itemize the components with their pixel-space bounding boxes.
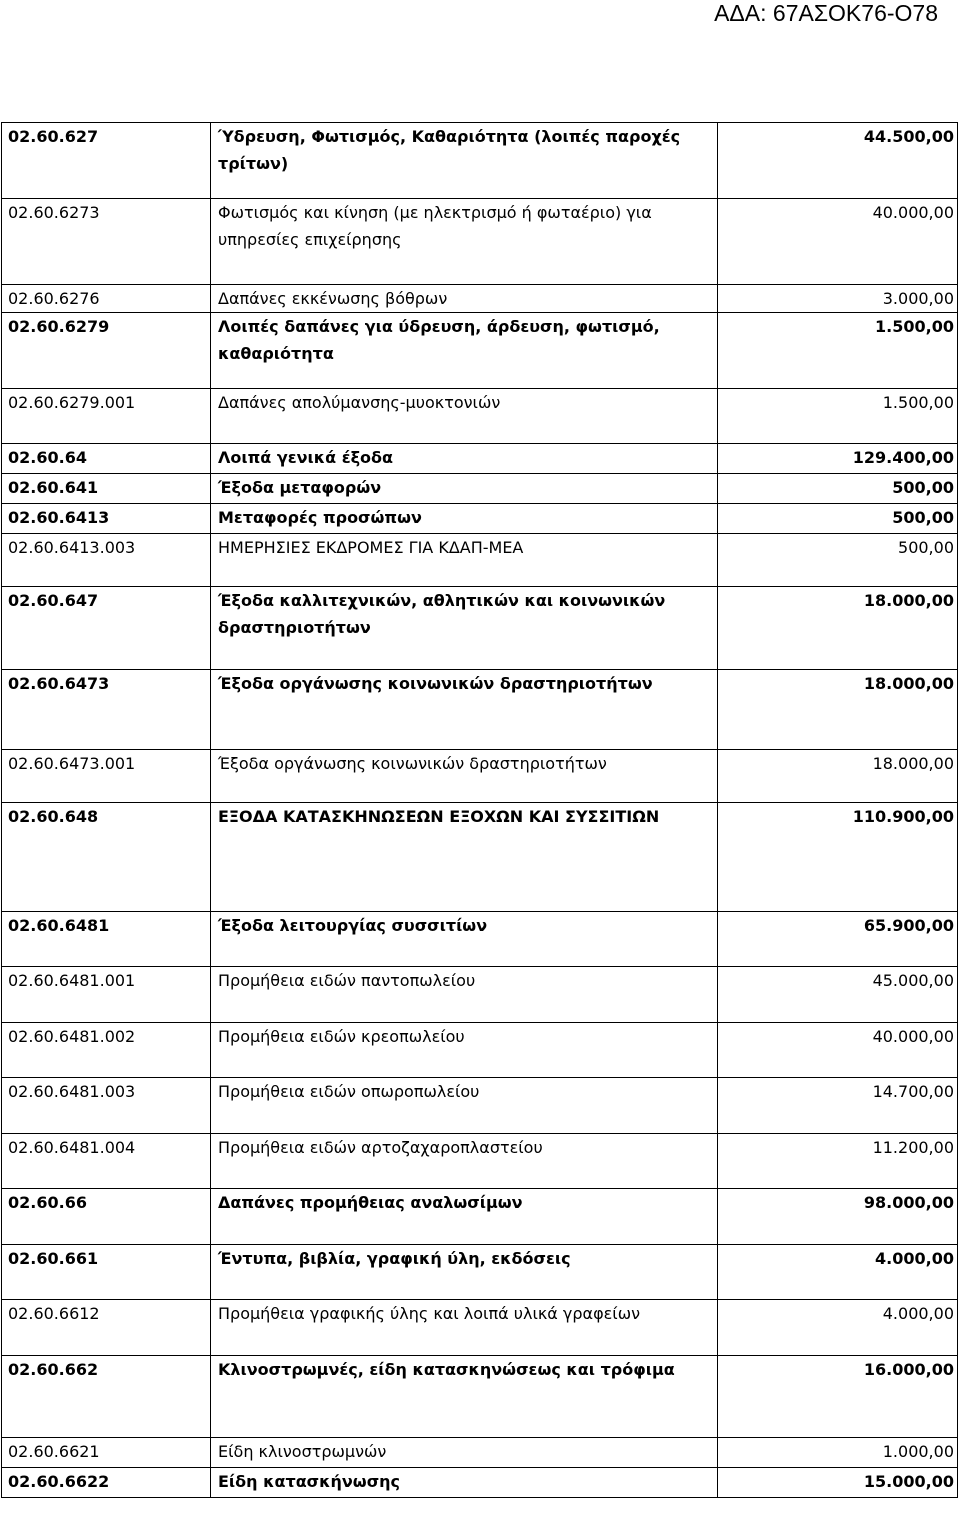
row-description: Προμήθεια ειδών παντοπωλείου xyxy=(211,967,718,1023)
row-code: 02.60.6279 xyxy=(2,313,211,389)
table-row xyxy=(2,389,958,444)
row-code: 02.60.6473.001 xyxy=(2,750,211,803)
row-code: 02.60.64 xyxy=(2,444,211,474)
row-code: 02.60.662 xyxy=(2,1356,211,1438)
row-amount: 129.400,00 xyxy=(718,444,958,474)
row-amount: 11.200,00 xyxy=(718,1134,958,1189)
table-row xyxy=(2,1245,958,1300)
row-amount: 15.000,00 xyxy=(718,1468,958,1498)
table-row xyxy=(2,912,958,967)
table-row xyxy=(2,1189,958,1245)
row-amount: 500,00 xyxy=(718,534,958,587)
row-code: 02.60.6413.003 xyxy=(2,534,211,587)
row-description: Έξοδα μεταφορών xyxy=(211,474,718,504)
row-amount: 500,00 xyxy=(718,474,958,504)
table-row xyxy=(2,474,958,504)
row-amount: 14.700,00 xyxy=(718,1078,958,1134)
row-amount: 16.000,00 xyxy=(718,1356,958,1438)
row-description: Είδη κλινοστρωμνών xyxy=(211,1438,718,1468)
row-code: 02.60.66 xyxy=(2,1189,211,1245)
table-row xyxy=(2,444,958,474)
row-description: Μεταφορές προσώπων xyxy=(211,504,718,534)
row-code: 02.60.641 xyxy=(2,474,211,504)
table-row xyxy=(2,1356,958,1438)
row-code: 02.60.6279.001 xyxy=(2,389,211,444)
row-code: 02.60.6473 xyxy=(2,670,211,750)
row-description: Κλινοστρωμνές, είδη κατασκηνώσεως και τρόφιμα xyxy=(211,1356,718,1438)
row-code: 02.60.6413 xyxy=(2,504,211,534)
row-code: 02.60.648 xyxy=(2,803,211,912)
ada-code: ΑΔΑ: 67ΑΣΟΚ76-Ο78 xyxy=(714,0,938,26)
row-code: 02.60.6612 xyxy=(2,1300,211,1356)
row-description: Προμήθεια ειδών οπωροπωλείου xyxy=(211,1078,718,1134)
row-code: 02.60.6276 xyxy=(2,285,211,313)
row-description: Προμήθεια ειδών αρτοζαχαροπλαστείου xyxy=(211,1134,718,1189)
row-amount: 65.900,00 xyxy=(718,912,958,967)
row-amount: 500,00 xyxy=(718,504,958,534)
row-description: Δαπάνες απολύμανσης-μυοκτονιών xyxy=(211,389,718,444)
row-description: Δαπάνες προμήθειας αναλωσίμων xyxy=(211,1189,718,1245)
table-row xyxy=(2,750,958,803)
row-code: 02.60.6273 xyxy=(2,199,211,285)
row-amount: 4.000,00 xyxy=(718,1245,958,1300)
row-description: Δαπάνες εκκένωσης βόθρων xyxy=(211,285,718,313)
row-description: Έντυπα, βιβλία, γραφική ύλη, εκδόσεις xyxy=(211,1245,718,1300)
row-description: ΗΜΕΡΗΣΙΕΣ ΕΚΔΡΟΜΕΣ ΓΙΑ ΚΔΑΠ-ΜΕΑ xyxy=(211,534,718,587)
row-code: 02.60.647 xyxy=(2,587,211,670)
row-amount: 110.900,00 xyxy=(718,803,958,912)
row-amount: 98.000,00 xyxy=(718,1189,958,1245)
budget-table xyxy=(1,122,958,1498)
row-amount: 1.500,00 xyxy=(718,313,958,389)
row-description: Έξοδα οργάνωσης κοινωνικών δραστηριοτήτων xyxy=(211,750,718,803)
row-description: Ύδρευση, Φωτισμός, Καθαριότητα (λοιπές παροχές τρίτων) xyxy=(211,123,718,199)
row-description: Έξοδα καλλιτεχνικών, αθλητικών και κοινωνικών δραστηριοτήτων xyxy=(211,587,718,670)
table-row xyxy=(2,670,958,750)
row-amount: 40.000,00 xyxy=(718,1023,958,1078)
table-row xyxy=(2,1023,958,1078)
row-amount: 1.500,00 xyxy=(718,389,958,444)
row-code: 02.60.6481 xyxy=(2,912,211,967)
table-row xyxy=(2,123,958,199)
row-code: 02.60.6481.001 xyxy=(2,967,211,1023)
row-description: Λοιπές δαπάνες για ύδρευση, άρδευση, φωτισμό, καθαριότητα xyxy=(211,313,718,389)
row-amount: 3.000,00 xyxy=(718,285,958,313)
row-amount: 18.000,00 xyxy=(718,587,958,670)
row-amount: 18.000,00 xyxy=(718,670,958,750)
row-code: 02.60.661 xyxy=(2,1245,211,1300)
row-description: Έξοδα οργάνωσης κοινωνικών δραστηριοτήτων xyxy=(211,670,718,750)
row-description: Λοιπά γενικά έξοδα xyxy=(211,444,718,474)
row-code: 02.60.627 xyxy=(2,123,211,199)
table-row xyxy=(2,1300,958,1356)
row-amount: 18.000,00 xyxy=(718,750,958,803)
table-row xyxy=(2,504,958,534)
row-description: Φωτισμός και κίνηση (με ηλεκτρισμό ή φωταέριο) για υπηρεσίες επιχείρησης xyxy=(211,199,718,285)
table-row xyxy=(2,1468,958,1498)
table-row xyxy=(2,313,958,389)
row-code: 02.60.6481.003 xyxy=(2,1078,211,1134)
row-amount: 40.000,00 xyxy=(718,199,958,285)
row-amount: 44.500,00 xyxy=(718,123,958,199)
table-row xyxy=(2,285,958,313)
table-row xyxy=(2,587,958,670)
row-description: Είδη κατασκήνωσης xyxy=(211,1468,718,1498)
row-amount: 1.000,00 xyxy=(718,1438,958,1468)
row-description: Προμήθεια ειδών κρεοπωλείου xyxy=(211,1023,718,1078)
table-row xyxy=(2,803,958,912)
table-row xyxy=(2,534,958,587)
table-row xyxy=(2,967,958,1023)
table-row xyxy=(2,1078,958,1134)
table-row xyxy=(2,199,958,285)
row-description: Προμήθεια γραφικής ύλης και λοιπά υλικά γραφείων xyxy=(211,1300,718,1356)
table-row xyxy=(2,1134,958,1189)
row-code: 02.60.6481.002 xyxy=(2,1023,211,1078)
row-code: 02.60.6622 xyxy=(2,1468,211,1498)
row-code: 02.60.6481.004 xyxy=(2,1134,211,1189)
table-row xyxy=(2,1438,958,1468)
row-amount: 4.000,00 xyxy=(718,1300,958,1356)
row-amount: 45.000,00 xyxy=(718,967,958,1023)
row-description: ΕΞΟΔΑ ΚΑΤΑΣΚΗΝΩΣΕΩΝ ΕΞΟΧΩΝ ΚΑΙ ΣΥΣΣΙΤΙΩΝ xyxy=(211,803,718,912)
row-code: 02.60.6621 xyxy=(2,1438,211,1468)
row-description: Έξοδα λειτουργίας συσσιτίων xyxy=(211,912,718,967)
